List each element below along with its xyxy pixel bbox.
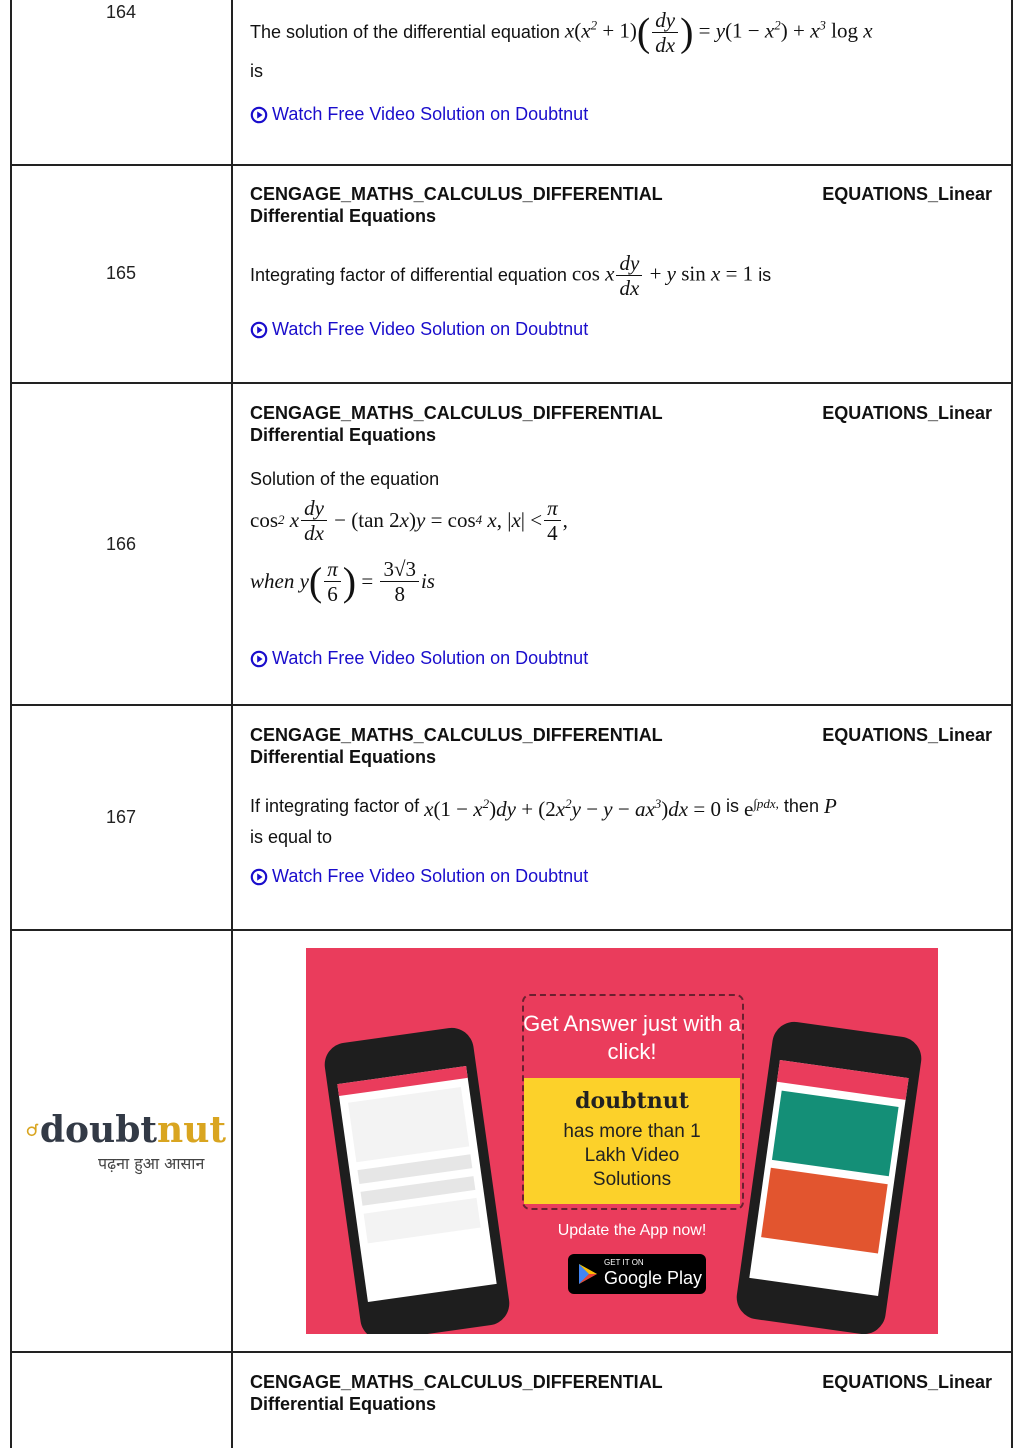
video-solution-link[interactable]: [250, 648, 992, 669]
topic-header: [250, 402, 992, 446]
question-cell-165: [250, 183, 992, 340]
app-promo-banner[interactable]: [306, 948, 938, 1334]
question-cell-166: [250, 402, 992, 669]
topic-second: Differential Equations: [250, 425, 437, 445]
question-prefix: The solution of the differential equation: [250, 22, 560, 42]
variable-p: P: [823, 794, 837, 818]
question-cell-167: [250, 724, 992, 887]
video-solution-link[interactable]: [250, 319, 992, 340]
question-cell-next: [250, 1371, 992, 1415]
equation-line-2: when y ( $\frac{\pi}{6}$ ) = $\frac{3√3}{8}$ is: [250, 556, 435, 606]
question-mid: is: [725, 796, 739, 816]
topic-right: EQUATIONS_Linear: [822, 725, 992, 745]
question-suffix: is equal to: [250, 827, 333, 847]
phone-card-orange: [761, 1168, 888, 1254]
question-prefix: If integrating factor of: [250, 796, 420, 816]
column-divider: [231, 0, 233, 1448]
equation-line-1: cos 2 x $\frac{dy}{dx}$ − (tan 2 x ) y = cos 4 x , | x | < $\frac{\pi}{4}$ ,: [250, 495, 568, 545]
video-solution-link[interactable]: [250, 104, 992, 125]
question-number: 165: [106, 263, 137, 283]
topic-left: CENGAGE_MATHS_CALCULUS_DIFFERENTIAL: [250, 1372, 663, 1392]
question-suffix: is: [758, 265, 772, 285]
equation: $x(1 - x^2)dy + (2x^2y - y - ax^3)dx = 0$: [424, 795, 721, 821]
equation: $x(x^2 + 1)$( $\frac{dy}{dx}$ ) = $y(1 - x^2) + x^3$ log x: [564, 7, 873, 57]
question-text: [250, 245, 992, 305]
topic-header: [250, 724, 992, 768]
phone-content-block: [364, 1198, 481, 1244]
link-label: Watch Free Video Solution on Doubtnut: [272, 648, 589, 668]
question-text: [250, 788, 992, 824]
row-divider: [10, 704, 1013, 706]
logo-brand-b: nut: [157, 1109, 226, 1151]
question-number: 167: [106, 807, 137, 827]
question-number: 164: [106, 2, 137, 22]
doubtnut-logo: [26, 1110, 226, 1174]
promo-body: has more than 1 Lakh Video Solutions: [563, 1121, 701, 1190]
play-store-icon: [578, 1263, 598, 1285]
topic-right: EQUATIONS_Linear: [822, 184, 992, 204]
row-divider: [10, 164, 1013, 166]
topic-right: EQUATIONS_Linear: [822, 1372, 992, 1392]
topic-left: CENGAGE_MATHS_CALCULUS_DIFFERENTIAL: [250, 184, 663, 204]
promo-yellow-box: [524, 1078, 740, 1204]
doubtnut-d-icon: [26, 1113, 40, 1147]
play-circle-icon: [250, 106, 268, 124]
logo-brand-a: doubt: [39, 1109, 158, 1151]
play-circle-icon: [250, 321, 268, 339]
topic-left: CENGAGE_MATHS_CALCULUS_DIFFERENTIAL: [250, 725, 663, 745]
phone-right-image: [734, 1019, 924, 1334]
promo-update-text: Update the App now!: [557, 1222, 707, 1239]
question-prefix: Solution of the equation: [250, 469, 440, 489]
row-divider: [10, 929, 1013, 931]
promo-headline: Get Answer just with a click!: [523, 1011, 741, 1064]
question-cell-164: [250, 0, 992, 125]
logo-wordmark: [26, 1110, 226, 1150]
play-circle-icon: [250, 650, 268, 668]
play-circle-icon: [250, 868, 268, 886]
store-big-label: Google Play: [604, 1268, 703, 1288]
topic-second: Differential Equations: [250, 747, 437, 767]
phone-left-screen: [337, 1066, 496, 1302]
phone-card-green: [772, 1091, 899, 1177]
equation: cos x $\frac{dy}{dx}$ + y sin x = 1: [571, 250, 754, 300]
topic-left: CENGAGE_MATHS_CALCULUS_DIFFERENTIAL: [250, 403, 663, 423]
link-label: Watch Free Video Solution on Doubtnut: [272, 104, 589, 124]
phone-content-block: [348, 1087, 469, 1162]
logo-tagline: पढ़ना हुआ आसान: [98, 1154, 205, 1173]
link-label: Watch Free Video Solution on Doubtnut: [272, 319, 589, 339]
phone-left-image: [322, 1025, 512, 1334]
question-then: then: [783, 796, 819, 816]
question-suffix: is: [250, 61, 263, 81]
topic-second: Differential Equations: [250, 206, 437, 226]
google-play-button[interactable]: [568, 1254, 706, 1294]
link-label: Watch Free Video Solution on Doubtnut: [272, 866, 589, 886]
question-text: [250, 0, 992, 64]
topic-header: [250, 183, 992, 227]
question-prefix: Integrating factor of differential equation: [250, 265, 567, 285]
store-small-label: GET IT ON: [604, 1258, 644, 1267]
topic-header: [250, 1371, 992, 1415]
row-divider: [10, 382, 1013, 384]
row-divider: [10, 1351, 1013, 1353]
video-solution-link[interactable]: [250, 866, 992, 887]
phone-right-screen: [749, 1060, 908, 1296]
promo-brand: doubtnut: [575, 1088, 689, 1114]
integrating-factor: $e^{\int pdx,}$: [743, 795, 779, 821]
topic-second: Differential Equations: [250, 1394, 437, 1414]
question-number: 166: [106, 534, 137, 554]
topic-right: EQUATIONS_Linear: [822, 403, 992, 423]
